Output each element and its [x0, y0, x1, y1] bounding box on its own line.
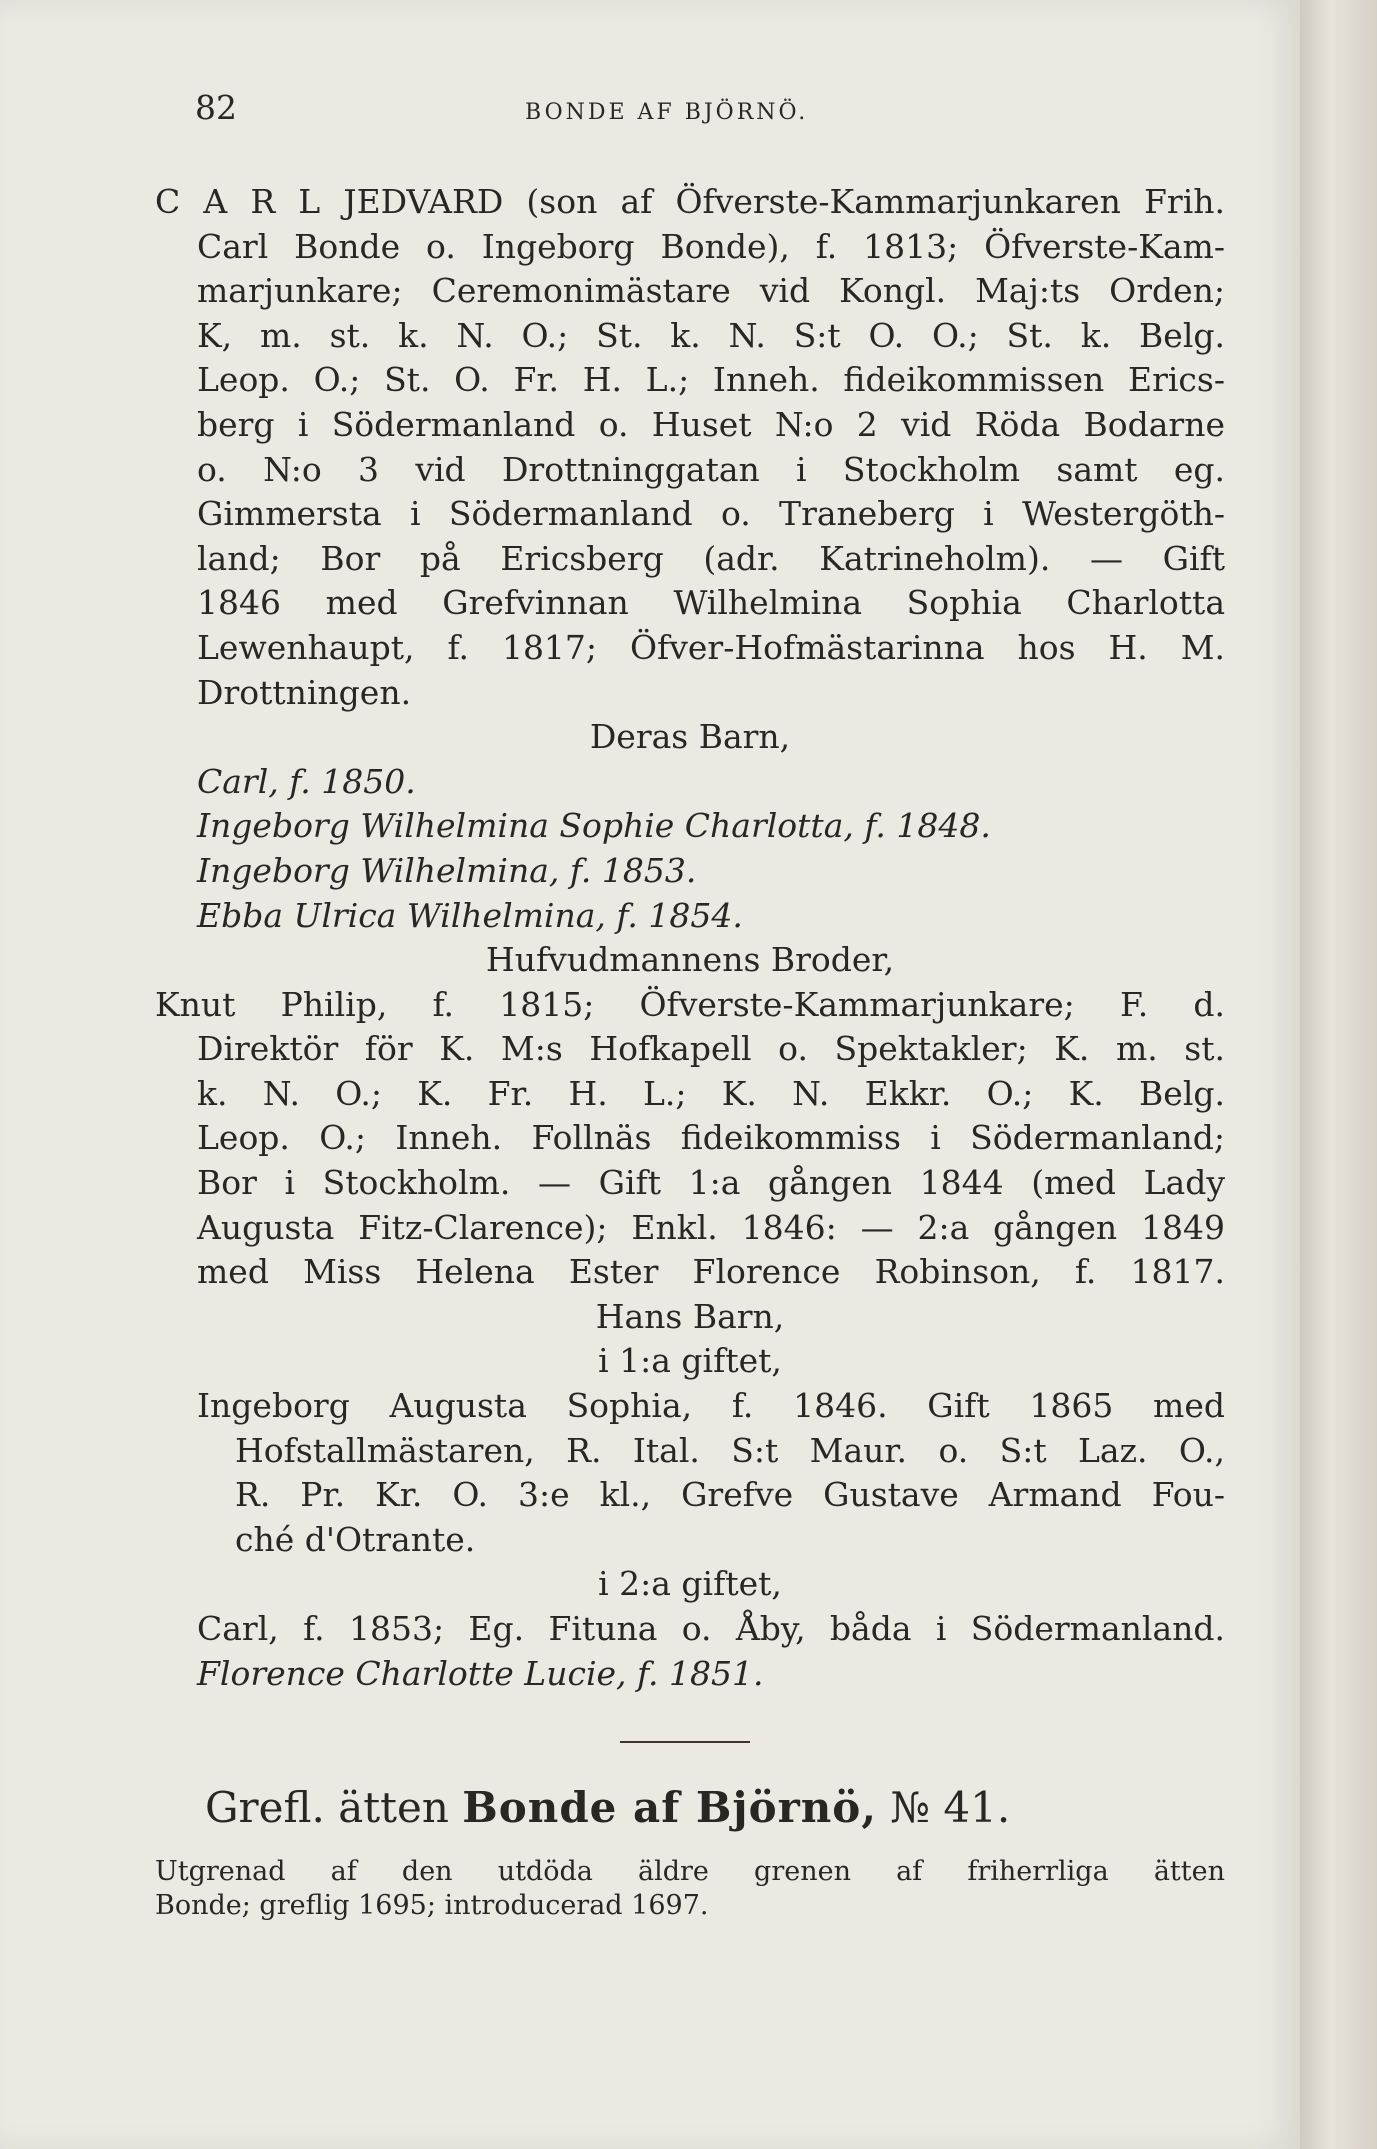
section-heading: i 1:a giftet, — [598, 1341, 782, 1381]
text-line: land; Bor på Ericsberg (adr. Katrineholm). — Gift — [197, 538, 1225, 578]
text-line: Knut Philip, f. 1815; Öfverste-Kammarjunkare; F. d. — [155, 984, 1225, 1024]
page-header — [195, 88, 1225, 138]
child-entry-text: Florence Charlotte Lucie, f. 1851. — [197, 1653, 764, 1693]
section-heading: i 2:a giftet, — [598, 1564, 782, 1604]
text-line: Carl, f. 1853; Eg. Fituna o. Åby, båda i Södermanland. — [197, 1609, 1225, 1648]
child-entry-text: Ingeborg Wilhelmina Sophie Charlotta, f. 1848. — [197, 806, 991, 846]
text-line: Gimmersta i Södermanland o. Traneberg i Westergöth- — [197, 494, 1225, 534]
text-line: k. N. O.; K. Fr. H. L.; K. N. Ekkr. O.; K. Belg. — [197, 1073, 1225, 1113]
text-line: Carl Bonde o. Ingeborg Bonde), f. 1813; Öfverste-Kam- — [197, 226, 1225, 266]
child-entry — [155, 760, 1225, 805]
section-note — [155, 1855, 1225, 1923]
child-entry — [155, 894, 1225, 939]
text-line: marjunkare; Ceremonimästare vid Kongl. Maj:ts Orden; — [197, 271, 1225, 311]
text-line: 1846 med Grefvinnan Wilhelmina Sophia Charlotta — [197, 583, 1225, 623]
genealogy-text — [155, 180, 1225, 1696]
title-name: Bonde af Björnö, — [462, 1783, 877, 1832]
text-line: o. N:o 3 vid Drottninggatan i Stockholm samt eg. — [197, 449, 1225, 489]
text-line: Augusta Fitz-Clarence); Enkl. 1846: — 2:a gången 1849 — [197, 1207, 1225, 1247]
child-entry-text: Ebba Ulrica Wilhelmina, f. 1854. — [197, 895, 743, 935]
text-line: Bor i Stockholm. — Gift 1:a gången 1844 (med Lady — [197, 1163, 1225, 1203]
section-heading: Hans Barn, — [595, 1296, 785, 1336]
running-title: BONDE AF BJÖRNÖ. — [525, 100, 809, 125]
note-line: Bonde; greflig 1695; introducerad 1697. — [155, 1890, 709, 1921]
title-prefix: Grefl. ätten — [205, 1783, 449, 1832]
section-heading: Deras Barn, — [589, 717, 791, 757]
text-line: Hofstallmästaren, R. Ital. S:t Maur. o. S:t Laz. O., — [235, 1430, 1225, 1470]
child-entry-text: Carl, f. 1850. — [197, 761, 416, 801]
child-entry — [155, 804, 1225, 849]
text-line: R. Pr. Kr. O. 3:e kl., Grefve Gustave Armand Fou- — [235, 1475, 1225, 1515]
text-line: berg i Södermanland o. Huset N:o 2 vid Röda Bodarne — [197, 404, 1225, 444]
text-line: Lewenhaupt, f. 1817; Öfver-Hofmästarinna hos H. M. — [197, 627, 1225, 667]
text-line: Leop. O.; St. O. Fr. H. L.; Inneh. fideikommissen Erics- — [197, 360, 1225, 400]
child-entry — [155, 849, 1225, 894]
page-number: 82 — [195, 88, 237, 127]
text-line: med Miss Helena Ester Florence Robinson, f. 1817. — [197, 1252, 1225, 1292]
section-heading: Hufvudmannens Broder, — [485, 940, 895, 980]
text-line: Drottningen. — [197, 672, 412, 712]
text-line: ché d'Otrante. — [235, 1519, 476, 1559]
section-title — [205, 1780, 1205, 1836]
text-line: Leop. O.; Inneh. Follnäs fideikommiss i Södermanland; — [197, 1118, 1225, 1158]
text-line: C A R L JEDVARD (son af Öfverste-Kammarjunkaren Frih. — [155, 182, 1225, 221]
child-entry-text: Ingeborg Wilhelmina, f. 1853. — [197, 850, 697, 890]
child-entry — [155, 1652, 1225, 1697]
text-line: Ingeborg Augusta Sophia, f. 1846. Gift 1865 med — [197, 1386, 1225, 1426]
text-line: K, m. st. k. N. O.; St. k. N. S:t O. O.; St. k. Belg. — [197, 315, 1225, 355]
divider — [620, 1741, 750, 1743]
title-number: № 41. — [890, 1783, 1011, 1832]
page-edge — [1300, 0, 1377, 2149]
note-line: Utgrenad af den utdöda äldre grenen af friherrliga ätten — [155, 1856, 1225, 1887]
text-line: Direktör för K. M:s Hofkapell o. Spektakler; K. m. st. — [197, 1029, 1225, 1069]
